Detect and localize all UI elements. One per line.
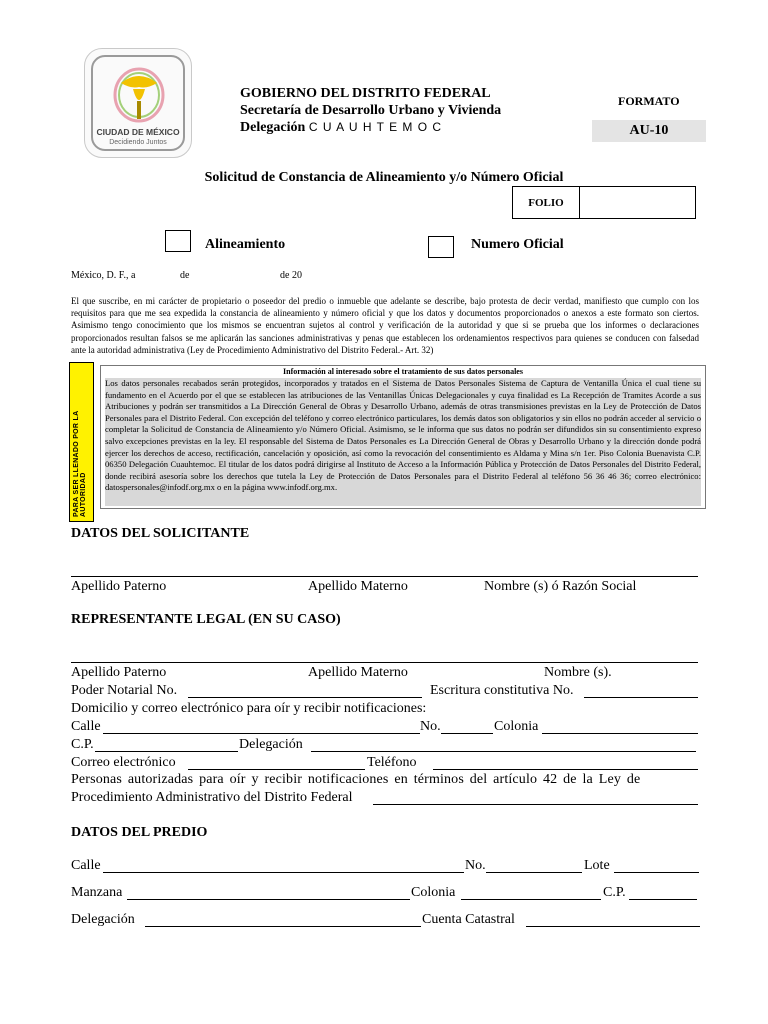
predio-delegacion-field[interactable] bbox=[145, 926, 421, 927]
secretaria-title: Secretaría de Desarrollo Urbano y Vivienda bbox=[240, 103, 502, 118]
cdmx-logo bbox=[84, 48, 192, 158]
numero-oficial-label: Numero Oficial bbox=[471, 237, 564, 252]
predio-cuenta-field[interactable] bbox=[526, 926, 700, 927]
rep-correo-field[interactable] bbox=[188, 769, 365, 770]
poder-notarial-label: Poder Notarial No. bbox=[71, 683, 178, 698]
logo-name: CIUDAD DE MÉXICO bbox=[96, 127, 180, 137]
escritura-label: Escritura constitutiva No. bbox=[430, 683, 574, 698]
angel-emblem-icon bbox=[109, 61, 169, 125]
declaration-text: El que suscribe, en mi carácter de propietario o poseedor del predio o inmueble que adelante se describe, bajo protesta de decir verdad, manifiesto que cumplo con los requisitos para que me sea expedida la constancia de alineamiento y número oficial y que los datos y documentos proporcionados o anexos a este formato son ciertos. Asimismo tengo conocimiento que los mismos se encuentran sujetos al control y verificación de la autoridad y que si se prueba que los informes o declaraciones proporcionados resultan falsos se me aplicarán las sanciones administrativas y penas que establecen los ordenamientos respectivos para quienes se conducen con falsedad ante la autoridad administrativa (Ley de Procedimiento Administrativo del Distrito Federal.- Art. 32) bbox=[71, 296, 699, 355]
privacy-notice bbox=[100, 365, 706, 509]
rep-delegacion-label: Delegación bbox=[239, 737, 303, 752]
solicitante-materno-label: Apellido Materno bbox=[308, 579, 408, 594]
notice-body: Los datos personales recabados serán protegidos, incorporados y tratados en el Sistema de Datos Personales Sistema de Captura de Ventanilla Única el cual tiene su fundamento en el Acuerdo por el que se establecen las atribuciones de las Ventanillas Únicas Delegacionales y cuya finalidad es La Recepción de Tramites Acorde a sus Atribuciones y podrán ser transmitidos a La Dirección General de Obras y Desarrollo Urbano, además de otras transmisiones previstas en la Ley de Protección de Datos Personales para el Distrito Federal. Con excepción del teléfono y correo electrónico particulares, los demás datos son obligatorios y sin ellos no podrán acceder al servicio o completar la Solicitud de Constancia de Alineamiento y/o Número Oficial. Asimismo, se le informa que sus datos no podrán ser difundidos sin su consentimiento expreso salvo excepciones previstas en la ley. El responsable del Sistema de Datos Personales es La Dirección General de Obras y Desarrollo Urbano y la dirección donde podrá ejercer los derechos de acceso, rectificación, cancelación y oposición, así como la revocación del consentimiento es Aldama y Mina s/n 1er. Piso Colonia Buenavista C.P. 06350 Delegación Cuauhtemoc. El titular de los datos podrá dirigirse al Instituto de Acceso a la Información Pública y Protección de Datos Personales del Distrito Federal, donde recibirá asesoría sobre los derechos que tutela la Ley de Protección de Datos Personales para el Distrito Federal al teléfono 56 36 46 36; correo electrónico: datospersonales@infodf.org.mx o en la página www.infodf.org.mx. bbox=[105, 378, 701, 506]
procedimiento-text: Procedimiento Administrativo del Distrito Federal bbox=[71, 790, 353, 805]
date-de-1: de bbox=[180, 270, 190, 281]
rep-calle-field[interactable] bbox=[103, 733, 420, 734]
alineamiento-label: Alineamiento bbox=[205, 237, 286, 252]
predio-heading: DATOS DEL PREDIO bbox=[71, 825, 208, 840]
predio-manzana-field[interactable] bbox=[127, 899, 410, 900]
predio-no-label: No. bbox=[465, 858, 486, 873]
rep-telefono-label: Teléfono bbox=[367, 755, 417, 770]
rep-telefono-field[interactable] bbox=[433, 769, 698, 770]
domicilio-label: Domicilio y correo electrónico para oír y recibir notificaciones: bbox=[71, 701, 427, 716]
folio-label: FOLIO bbox=[513, 187, 580, 218]
personas-autorizadas-field[interactable] bbox=[373, 804, 698, 805]
predio-calle-label: Calle bbox=[71, 858, 101, 873]
delegacion-value: C U A U H T E M O C bbox=[308, 120, 443, 134]
representante-name-line[interactable] bbox=[71, 662, 698, 663]
numero-oficial-checkbox[interactable] bbox=[428, 236, 454, 258]
delegacion-label: Delegación bbox=[240, 120, 306, 135]
gov-title: GOBIERNO DEL DISTRITO FEDERAL bbox=[240, 86, 491, 101]
rep-no-field[interactable] bbox=[441, 733, 493, 734]
delegacion-line bbox=[240, 120, 442, 136]
predio-lote-label: Lote bbox=[584, 858, 610, 873]
folio-field[interactable] bbox=[580, 187, 695, 218]
side-label-text: PARA SER LLENADO POR LA AUTORIDAD bbox=[73, 410, 87, 517]
notice-title: Información al interesado sobre el tratamiento de sus datos personales bbox=[283, 367, 523, 376]
rep-nombre-label: Nombre (s). bbox=[544, 665, 612, 680]
rep-calle-label: Calle bbox=[71, 719, 101, 734]
rep-correo-label: Correo electrónico bbox=[71, 755, 176, 770]
personas-autorizadas-text: Personas autorizadas para oír y recibir notificaciones en términos del artículo 42 de la Ley de bbox=[71, 772, 641, 787]
predio-colonia-field[interactable] bbox=[461, 899, 601, 900]
folio-box bbox=[512, 186, 696, 219]
rep-colonia-label: Colonia bbox=[494, 719, 539, 734]
predio-manzana-label: Manzana bbox=[71, 885, 123, 900]
solicitante-heading: DATOS DEL SOLICITANTE bbox=[71, 526, 250, 541]
formato-code: AU-10 bbox=[592, 120, 706, 142]
alineamiento-checkbox[interactable] bbox=[165, 230, 191, 252]
rep-materno-label: Apellido Materno bbox=[308, 665, 408, 680]
poder-notarial-field[interactable] bbox=[188, 697, 422, 698]
predio-cuenta-label: Cuenta Catastral bbox=[422, 912, 515, 927]
representante-heading: REPRESENTANTE LEGAL (EN SU CASO) bbox=[71, 612, 341, 627]
predio-cp-field[interactable] bbox=[629, 899, 697, 900]
solicitante-name-line[interactable] bbox=[71, 576, 698, 577]
rep-cp-label: C.P. bbox=[71, 737, 94, 752]
form-title: Solicitud de Constancia de Alineamiento y/o Número Oficial bbox=[204, 170, 564, 185]
date-place: México, D. F., a bbox=[71, 270, 136, 281]
rep-paterno-label: Apellido Paterno bbox=[71, 665, 167, 680]
predio-colonia-label: Colonia bbox=[411, 885, 456, 900]
predio-cp-label: C.P. bbox=[603, 885, 626, 900]
predio-lote-field[interactable] bbox=[614, 872, 699, 873]
solicitante-nombre-label: Nombre (s) ó Razón Social bbox=[484, 579, 637, 594]
solicitante-paterno-label: Apellido Paterno bbox=[71, 579, 167, 594]
rep-delegacion-field[interactable] bbox=[311, 751, 696, 752]
logo-slogan: Decidiendo Juntos bbox=[109, 139, 167, 146]
rep-colonia-field[interactable] bbox=[542, 733, 698, 734]
escritura-field[interactable] bbox=[584, 697, 698, 698]
predio-delegacion-label: Delegación bbox=[71, 912, 135, 927]
formato-label: FORMATO bbox=[618, 94, 680, 108]
predio-no-field[interactable] bbox=[486, 872, 582, 873]
authority-side-label bbox=[69, 362, 94, 522]
rep-cp-field[interactable] bbox=[95, 751, 238, 752]
predio-calle-field[interactable] bbox=[103, 872, 464, 873]
rep-no-label: No. bbox=[420, 719, 441, 734]
date-de-2: de 20 bbox=[280, 270, 302, 281]
